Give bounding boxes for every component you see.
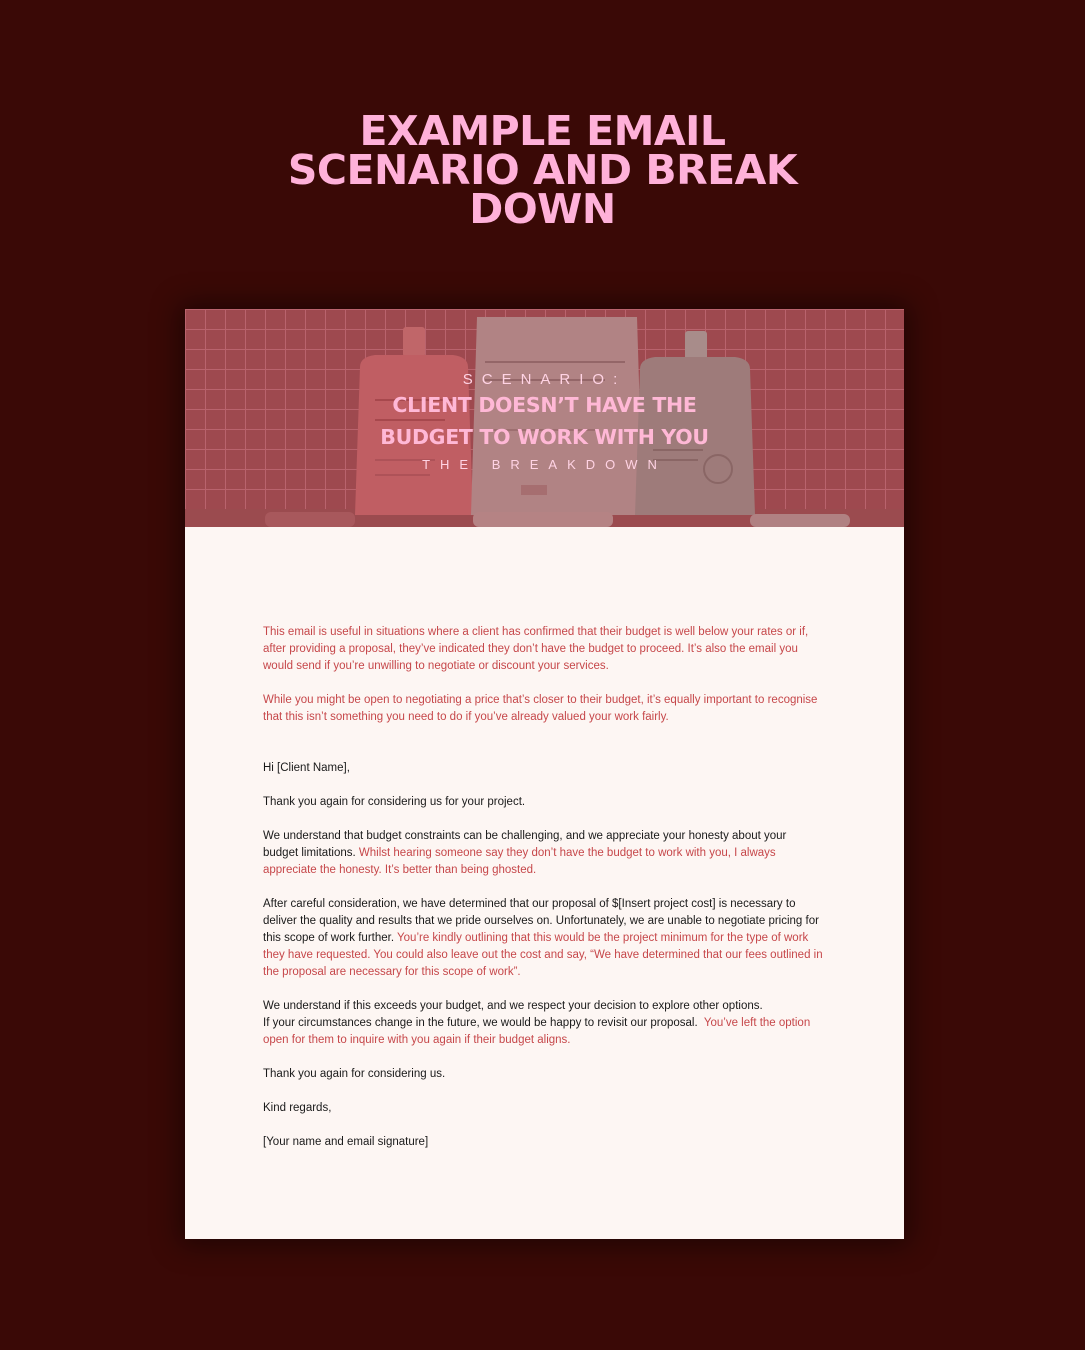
scenario-label: SCENARIO: xyxy=(462,371,627,388)
author-note: You’re kindly outlining that this would be the project minimum for the type of work they have requested. You could also leave out the cost and say, “We have determined that our fees outlined in the proposal are necessary for this scope of work”. xyxy=(263,932,823,978)
page-title-line: EXAMPLE EMAIL xyxy=(359,107,726,155)
email-signature: [Your name and email signature] xyxy=(263,1136,429,1148)
spacer xyxy=(263,743,823,760)
scenario-headline-line: CLIENT DOESN’T HAVE THE xyxy=(392,393,697,417)
page-title-line: SCENARIO AND BREAK xyxy=(287,146,798,194)
author-note: You’ve left the option open for them to inquire with you again if their budget aligns. xyxy=(263,1017,811,1046)
breakdown-label: THE BREAKDOWN xyxy=(422,457,667,472)
email-sign-off: Kind regards, xyxy=(263,1102,332,1114)
email-text: We understand if this exceeds your budget, and we respect your decision to explore other options. xyxy=(263,1000,763,1012)
document-card xyxy=(185,309,904,1239)
header-banner xyxy=(185,309,904,527)
email-text: After careful consideration, we have determined that our proposal of $[Insert project cost] is necessary to deliver the quality and results that we pride ourselves on. Unfortunately, we are unable to negotiate pricing for this scope of work further. xyxy=(263,898,819,944)
email-greeting: Hi [Client Name], xyxy=(263,762,350,774)
email-paragraph xyxy=(263,896,823,981)
email-text: If your circumstances change in the future, we would be happy to revisit our proposal. xyxy=(263,1017,698,1029)
page-title-line: DOWN xyxy=(469,185,616,233)
email-text: We understand that budget constraints can be challenging, and we appreciate your honesty about your budget limitations. xyxy=(263,830,787,859)
email-closing: Thank you again for considering us. xyxy=(263,1068,446,1080)
scenario-headline-line: BUDGET TO WORK WITH YOU xyxy=(380,425,709,449)
page-title xyxy=(0,107,1085,233)
email-paragraph: Thank you again for considering us for your project. xyxy=(263,796,526,808)
intro-paragraph: While you might be open to negotiating a price that’s closer to their budget, it’s equally important to recognise that this isn’t something you need to do if you’ve already valued your work fairly. xyxy=(263,694,818,723)
scenario-headline xyxy=(185,389,904,453)
email-paragraph xyxy=(263,998,823,1049)
intro-paragraph: This email is useful in situations where a client has confirmed that their budget is well below your rates or if, after providing a proposal, they’ve indicated they don’t have the budget to proceed. It’s also the email you would send if you’re unwilling to negotiate or discount your services. xyxy=(263,626,809,672)
email-paragraph xyxy=(263,828,823,879)
author-note: Whilst hearing someone say they don’t have the budget to work with you, I always appreciate the honesty. It’s better than being ghosted. xyxy=(263,847,776,876)
document-body xyxy=(263,624,823,1168)
